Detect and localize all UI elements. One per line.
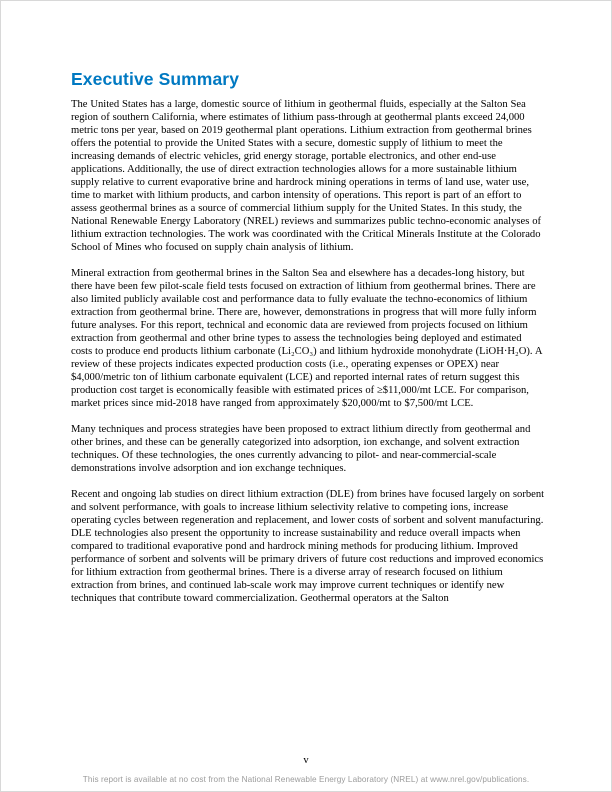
footer-note: This report is available at no cost from the National Renewable Energy Laboratory (NREL) at www.nrel.gov/publications.	[82, 775, 530, 784]
paragraph-techniques: Many techniques and process strategies have been proposed to extract lithium directly from geothermal and other brines, and these can be generally categorized into adsorption, ion exchange, and solvent extraction techniques. Of these technologies, the ones currently advancing to pilot- and near-commercial-scale demonstrations involve adsorption and ion exchange techniques.	[71, 424, 531, 474]
page-content	[71, 69, 545, 618]
page-number: v	[303, 755, 309, 766]
paragraph-lab-studies: Recent and ongoing lab studies on direct lithium extraction (DLE) from brines have focused largely on sorbent and solvent performance, with goals to increase lithium selectivity relative to competing ions, increase operating cycles between regeneration and replacement, and lower costs of sorbent and solvent manufacturing. DLE technologies also present the opportunity to increase sustainability and reduce overall impacts when compared to traditional evaporative pond and hardrock mining methods for producing lithium. Improved performance of sorbent and solvents will be primary drivers of future cost reductions and improved economics for lithium extraction from geothermal brines. There is a diverse array of research focused on lithium extraction from brines, and continued lab-scale work may improve current techniques or identify new techniques that contribute toward commercialization. Geothermal operators at the Salton	[71, 489, 545, 604]
page-title: Executive Summary	[71, 69, 240, 89]
paragraph-mineral-extraction: Mineral extraction from geothermal brines in the Salton Sea and elsewhere has a decades-long history, but there have been few pilot-scale field tests focused on extraction of lithium from geothermal brines. There are also limited publicly available cost and performance data to fully evaluate the techno-economics of lithium extraction from geothermal brine. There are, however, demonstrations in progress that will more fully inform future analyses. For this report, technical and economic data are reviewed from projects focused on lithium extraction from geothermal and other brine types to assess the technologies being deployed and estimated costs to produce end products lithium carbonate (Li₂CO₃) and lithium hydroxide monohydrate (LiOH·H₂O). A review of these projects indicates expected production costs (i.e., operating expenses or OPEX) near $4,000/metric ton of lithium carbonate equivalent (LCE) and reported internal rates of return suggest this production cost target is economically feasible with estimated prices of ≥$11,000/mt LCE. For comparison, market prices since mid-2018 have ranged from approximately $20,000/mt to $7,500/mt LCE.	[71, 268, 542, 409]
paragraph-intro: The United States has a large, domestic source of lithium in geothermal fluids, especially at the Salton Sea region of southern California, where estimates of lithium pass-through at geothermal plants exceed 24,000 metric tons per year, based on 2019 geothermal plant operations. Lithium extraction from geothermal brines offers the potential to provide the United States with a secure, domestic supply of lithium to meet the increasing demands of electric vehicles, grid energy storage, portable electronics, and other end-use applications. Additionally, the use of direct extraction technologies allows for a more sustainable lithium supply relative to current evaporative brine and hardrock mining operations in terms of land use, water use, time to market with lithium products, and carbon intensity of operations. This report is part of an effort to assess geothermal brines as a source of commercial lithium supply for the United States. In this study, the National Renewable Energy Laboratory (NREL) reviews and summarizes public techno-economic analyses of lithium extraction technologies. The work was coordinated with the Critical Minerals Institute at the Colorado School of Mines who focused on supply chain analysis of lithium.	[71, 99, 542, 253]
